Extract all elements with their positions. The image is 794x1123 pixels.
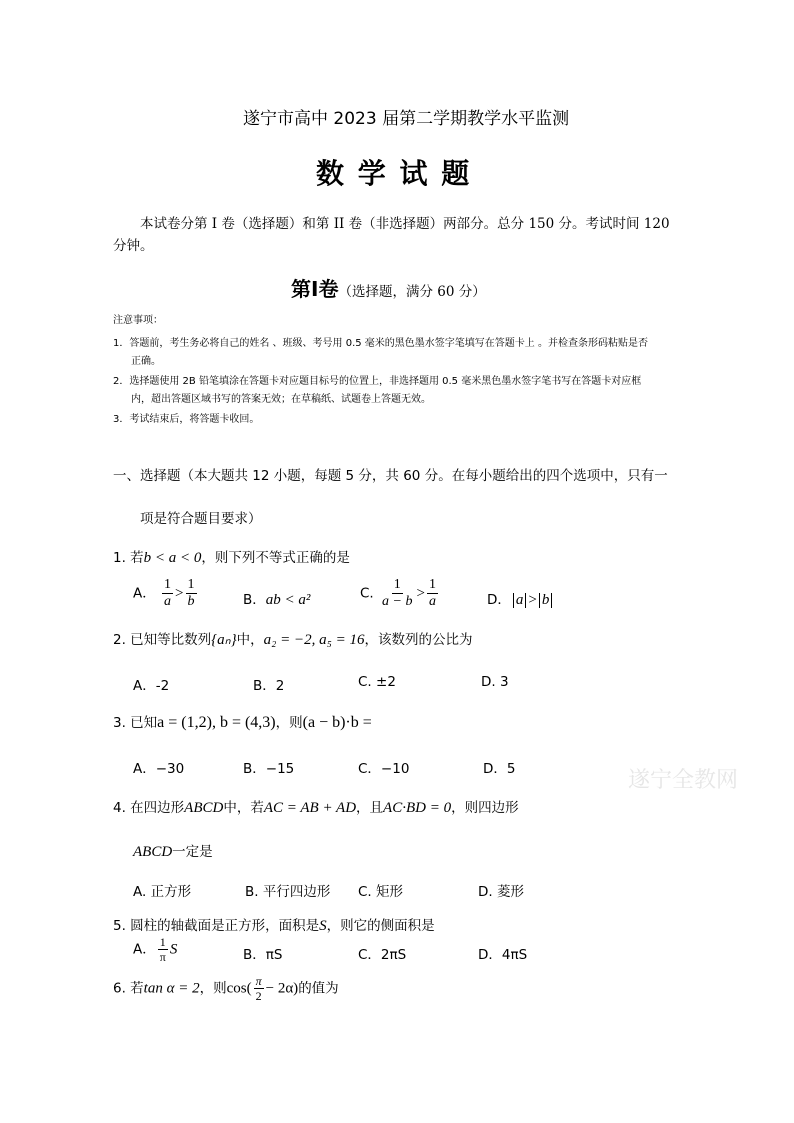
q5-option-d: D．4πS <box>478 947 528 963</box>
note-3: 3．考试结束后，将答题卡收回。 <box>113 414 260 425</box>
question-2: 2. 已知等比数列{aₙ}中，a₂ = −2, a₅ = 16，该数列的公比为 <box>113 632 473 648</box>
q4-option-b: B. 平行四边形 <box>245 884 331 900</box>
question-4-line-2: ABCD一定是 <box>133 844 213 860</box>
note-2b: 内，超出答题区域书写的答案无效；在草稿纸、试题卷上答题无效。 <box>131 394 431 405</box>
q3-option-a: A．−30 <box>133 761 185 777</box>
q3-option-c: C．−10 <box>358 761 410 777</box>
intro-line-1: 本试卷分第 I 卷（选择题）和第 II 卷（非选择题）两部分。总分 150 分。考试时间 120 <box>140 216 670 232</box>
q2-option-a: A．-2 <box>133 678 170 694</box>
notes-label: 注意事项： <box>113 315 163 326</box>
q3-option-d: D．5 <box>483 761 516 777</box>
note-1a: 1．答题前，考生务必将自己的姓名 、班级、考号用 0.5 毫米的黑色墨水签字笔填写在答题卡上 。并检查条形码粘贴是否 <box>113 338 648 349</box>
q2-option-d: D. 3 <box>481 674 509 690</box>
exam-header-line: 遂宁市高中 2023 届第二学期教学水平监测 <box>243 109 570 129</box>
exam-title: 数 学 试 题 <box>316 157 472 190</box>
intro-line-2: 分钟。 <box>113 238 154 254</box>
section1-line-1: 一、选择题（本大题共 12 小题，每题 5 分，共 60 分。在每小题给出的四个选项中，只有一 <box>113 468 668 484</box>
question-1: 1. 若b < a < 0，则下列不等式正确的是 <box>113 550 350 566</box>
q4-option-a: A. 正方形 <box>133 884 192 900</box>
q1-option-c: C. $\frac{1}{a - b}$ > $\frac{1}{a}$ <box>360 577 436 609</box>
q1-option-b: B．ab < a² <box>243 592 311 608</box>
q4-option-c: C. 矩形 <box>358 884 404 900</box>
q2-option-b: B．2 <box>253 678 285 694</box>
q4-option-d: D. 菱形 <box>478 884 524 900</box>
question-3: 3. 已知a = (1,2), b = (4,3)，则(a − b)·b = <box>113 714 372 731</box>
note-1b: 正确。 <box>131 356 161 367</box>
q5-option-a: A． $\frac{1}{\pi}$ S <box>133 935 178 964</box>
part1-subtitle: （选择题，满分 60 分） <box>338 284 486 300</box>
note-2a: 2．选择题使用 2B 铅笔填涂在答题卡对应题目标号的位置上，非选择题用 0.5 毫米黑色墨水签字笔书写在答题卡对应框 <box>113 376 642 387</box>
part1-title: 第Ⅰ卷 <box>291 277 339 301</box>
q5-option-b: B．πS <box>243 947 283 963</box>
section1-line-2: 项是符合题目要求） <box>140 511 262 527</box>
q1-option-a: A． $\frac{1}{a}$ > $\frac{1}{b}$ <box>133 577 195 609</box>
q5-option-c: C．2πS <box>358 947 407 963</box>
question-4: 4. 在四边形ABCD中，若AC = AB + AD，且AC·BD = 0，则四边形 <box>113 800 519 816</box>
q1-option-d: D． a > b <box>487 588 554 609</box>
question-5: 5. 圆柱的轴截面是正方形，面积是S，则它的侧面积是 <box>113 918 435 934</box>
question-6: 6. 若tan α = 2，则cos( $\frac{\pi}{2}$ − 2α)的值为 <box>113 974 339 1003</box>
q2-option-c: C. ±2 <box>358 674 396 690</box>
q3-option-b: B．−15 <box>243 761 295 777</box>
part1-heading <box>291 273 486 302</box>
watermark: 遂宁全教网 <box>628 768 739 793</box>
